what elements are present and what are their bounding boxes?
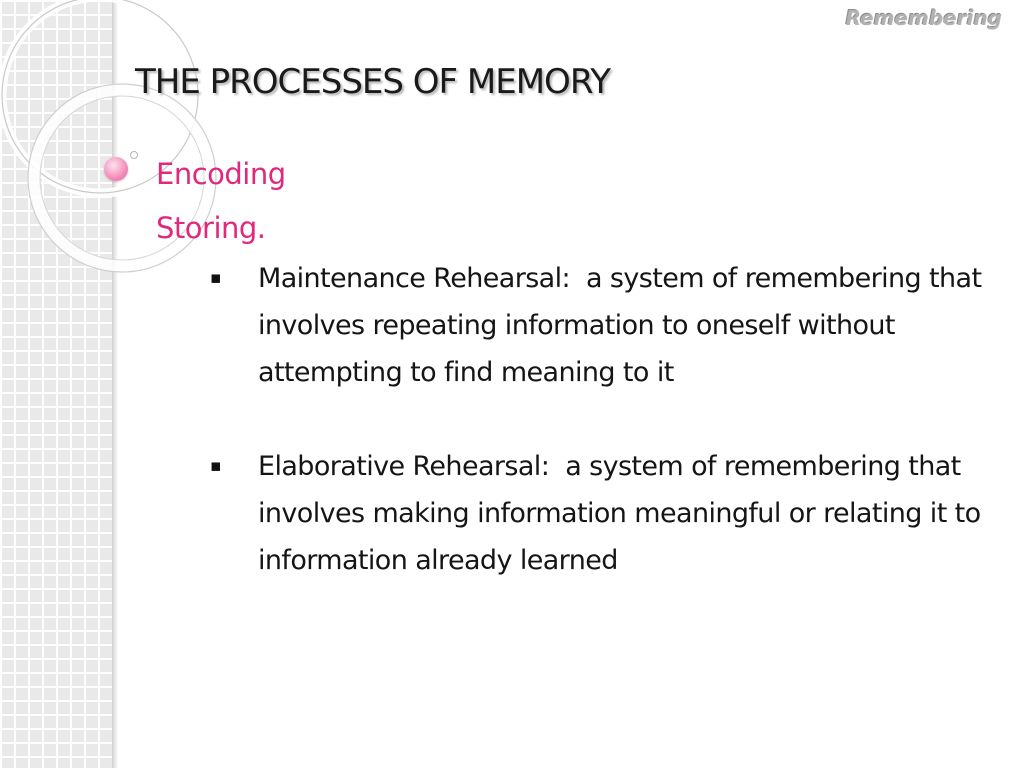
sub-item-term: Elaborative Rehearsal:	[258, 451, 550, 482]
sub-item-term: Maintenance Rehearsal:	[258, 263, 570, 294]
sub-item-elaborative-rehearsal	[206, 443, 996, 584]
main-item-storing: Storing.	[156, 211, 266, 245]
main-item-encoding: Encoding	[156, 157, 286, 191]
small-ring-dot-icon	[130, 151, 138, 159]
slide-title: THE PROCESSES OF MEMORY	[135, 62, 611, 102]
pink-bullet-dot-icon	[104, 157, 128, 181]
square-bullet-icon: ▪	[210, 456, 221, 476]
sub-item-definition: a system of remembering that involves repeating information to oneself without attempting to find meaning to it	[258, 263, 982, 388]
storing-sub-list	[206, 255, 996, 584]
corner-section-label: Remembering	[845, 6, 1002, 30]
square-bullet-icon: ▪	[210, 268, 221, 288]
sub-item-definition: a system of remembering that involves making information meaningful or relating it to information already learned	[258, 451, 981, 576]
sub-item-maintenance-rehearsal	[206, 255, 996, 396]
